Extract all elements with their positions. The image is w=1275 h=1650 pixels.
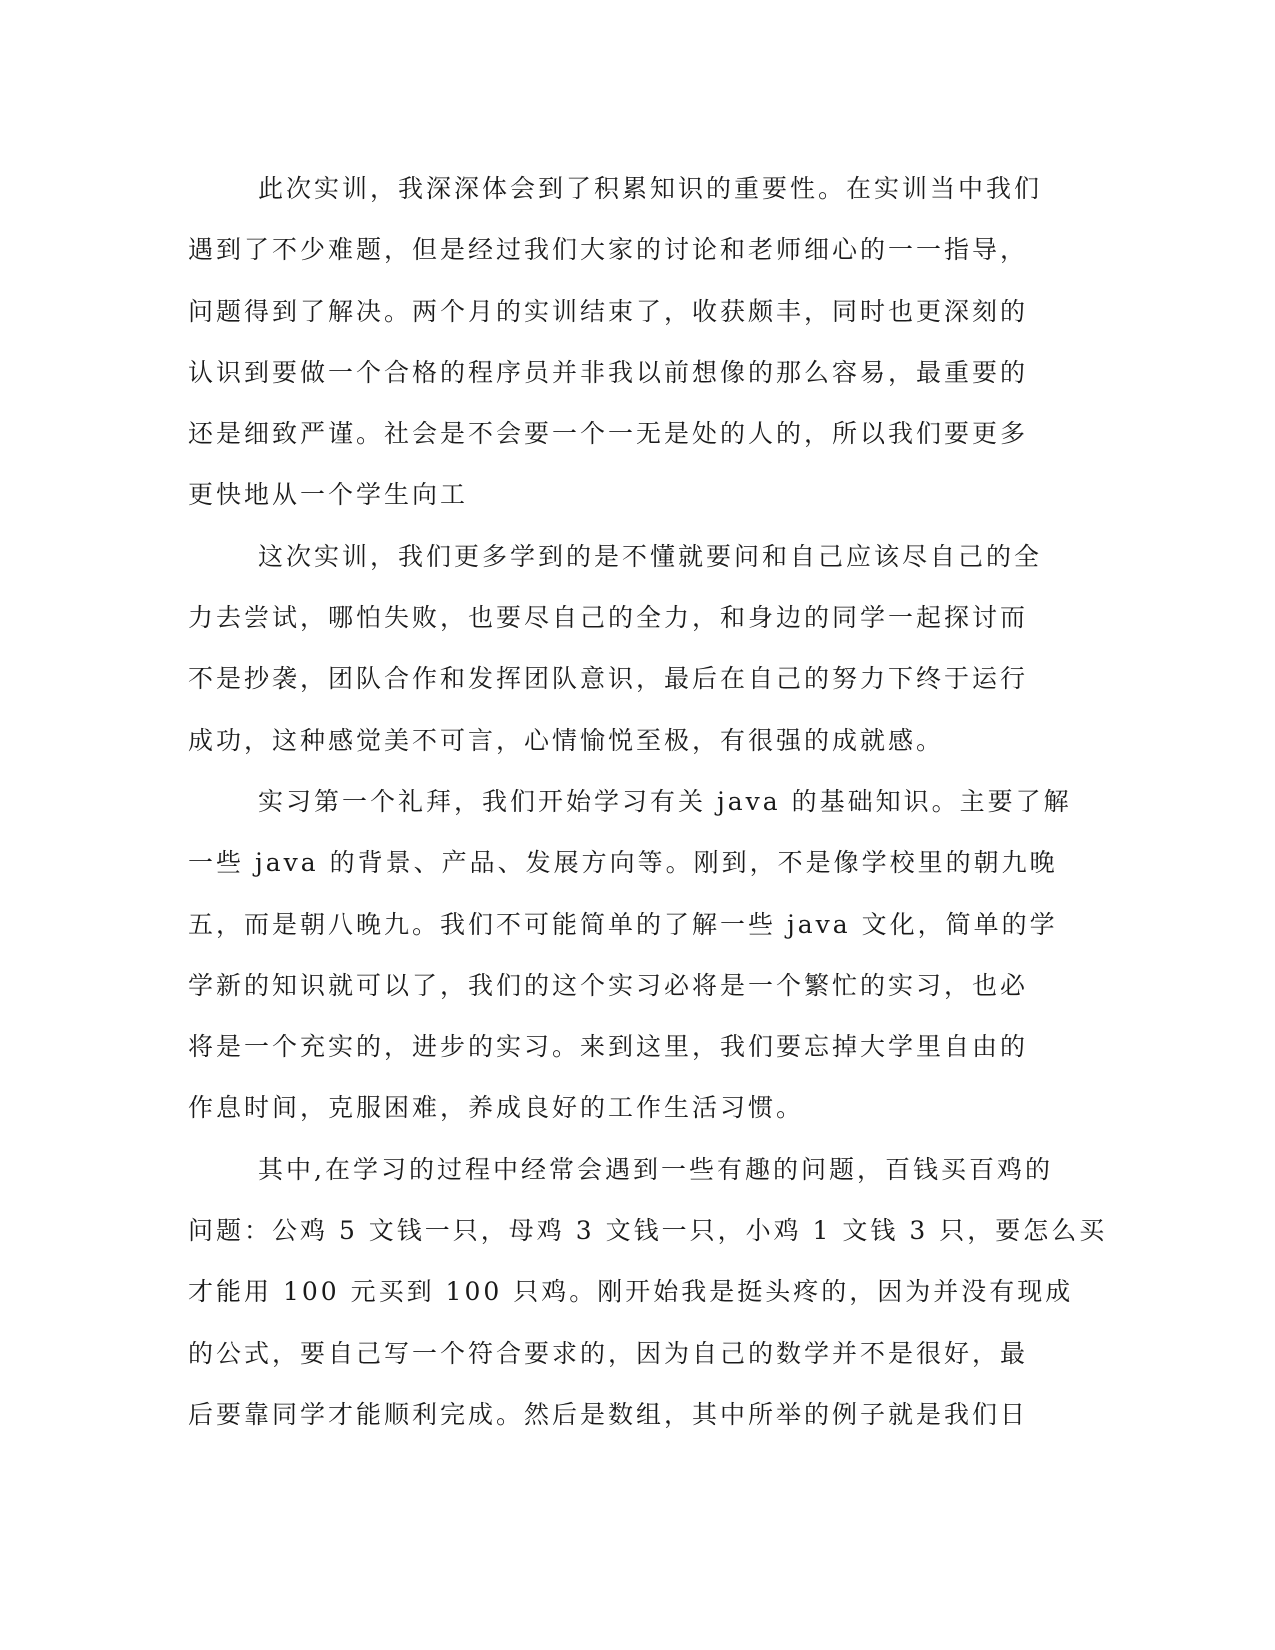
text-line: 其中,在学习的过程中经常会遇到一些有趣的问题，百钱买百鸡的 xyxy=(258,1154,1053,1184)
text-line: 不是抄袭，团队合作和发挥团队意识，最后在自己的努力下终于运行 xyxy=(188,664,1029,694)
text-line: 五，而是朝八晚九。我们不可能简单的了解一些 java 文化，简单的学 xyxy=(188,909,1058,939)
text-line: 一些 java 的背景、产品、发展方向等。刚到，不是像学校里的朝九晚 xyxy=(188,848,1058,878)
text-line: 实习第一个礼拜，我们开始学习有关 java 的基础知识。主要了解 xyxy=(258,786,1072,816)
text-line: 成功，这种感觉美不可言，心情愉悦至极，有很强的成就感。 xyxy=(188,725,945,755)
paragraph-4 xyxy=(188,1139,1108,1445)
paragraph-2 xyxy=(188,526,1078,771)
text-line: 的公式，要自己写一个符合要求的，因为自己的数学并不是很好，最 xyxy=(188,1338,1029,1368)
text-line: 力去尝试，哪怕失败，也要尽自己的全力，和身边的同学一起探讨而 xyxy=(188,603,1029,633)
paragraph-3 xyxy=(188,771,1078,1139)
text-line: 还是细致严谨。社会是不会要一个一无是处的人的，所以我们要更多 xyxy=(188,419,1029,449)
text-line: 后要靠同学才能顺利完成。然后是数组，其中所举的例子就是我们日 xyxy=(188,1399,1029,1429)
text-line: 将是一个充实的，进步的实习。来到这里，我们要忘掉大学里自由的 xyxy=(188,1032,1029,1062)
text-line: 问题：公鸡 5 文钱一只，母鸡 3 文钱一只，小鸡 1 文钱 3 只，要怎么买 xyxy=(188,1216,1108,1246)
text-line: 学新的知识就可以了，我们的这个实习必将是一个繁忙的实习，也必 xyxy=(188,970,1029,1000)
text-line: 作息时间，克服困难，养成良好的工作生活习惯。 xyxy=(188,1093,805,1123)
text-line: 此次实训，我深深体会到了积累知识的重要性。在实训当中我们 xyxy=(258,174,1043,203)
text-line: 更快地从一个学生向工 xyxy=(188,480,469,510)
document-body xyxy=(188,158,1108,1445)
text-line: 才能用 100 元买到 100 只鸡。刚开始我是挺头疼的，因为并没有现成 xyxy=(188,1277,1074,1307)
text-line: 问题得到了解决。两个月的实训结束了，收获颇丰，同时也更深刻的 xyxy=(188,296,1029,326)
text-line: 这次实训，我们更多学到的是不懂就要问和自己应该尽自己的全 xyxy=(258,541,1043,571)
text-line: 认识到要做一个合格的程序员并非我以前想像的那么容易，最重要的 xyxy=(188,357,1029,387)
paragraph-1 xyxy=(188,158,1078,526)
text-line: 遇到了不少难题，但是经过我们大家的讨论和老师细心的一一指导， xyxy=(188,235,1029,265)
